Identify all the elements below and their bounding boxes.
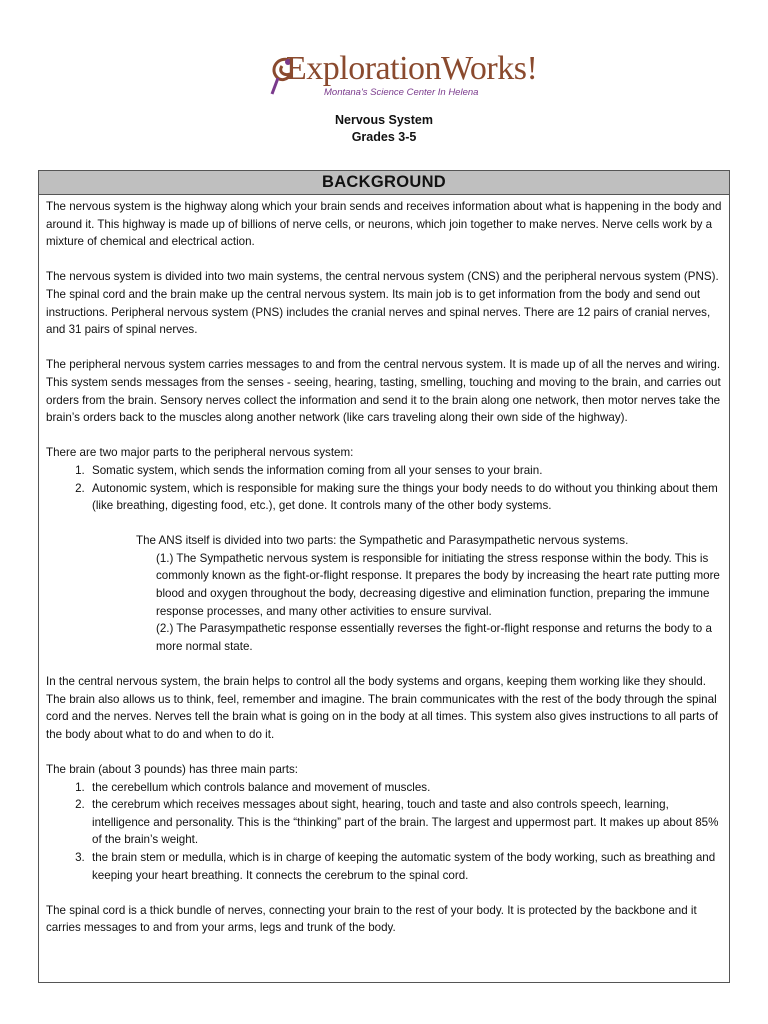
section-content — [39, 195, 729, 937]
list-item: 1. Somatic system, which sends the information coming from all your senses to your brain. — [88, 462, 723, 480]
paragraph-spinal-cord: The spinal cord is a thick bundle of nerves, connecting your brain to the rest of your body. It is protected by the backbone and it carries messages to and from your arms, legs and trunk of the body. — [46, 903, 697, 935]
ans-intro: The ANS itself is divided into two parts: the Sympathetic and Parasympathetic nervous systems. — [136, 534, 629, 548]
background-section — [38, 170, 730, 983]
paragraph-brain-parts-intro: The brain (about 3 pounds) has three main parts: — [46, 763, 298, 776]
pns-parts-list — [46, 462, 723, 515]
brain-parts-list — [46, 779, 723, 885]
paragraph-pns-parts-intro: There are two major parts to the peripheral nervous system: — [46, 446, 354, 460]
list-item: 2. the cerebrum which receives messages about sight, hearing, touch and taste and also controls speech, learning, intelligence and personality. This is the “thinking” part of the brain. The largest and uppermost part. It makes up about 85% of the brain’s weight. — [88, 796, 723, 849]
exploration-works-logo — [268, 50, 538, 100]
paragraph-pns-detail: The peripheral nervous system carries messages to and from the central nervous system. It is made up of all the nerves and wiring. This system sends messages from the senses - seeing, hearing, tasting, smelling, touching and moving to the brain, and carries out orders from the brain. Sensory nerves collect the information and send it to the brain along one network, then motor nerves take the brain’s orders back to the muscles along another network (like cars traveling along their own side of the highway). — [46, 358, 721, 425]
section-heading: BACKGROUND — [39, 171, 729, 195]
list-item: 2. Autonomic system, which is responsible for making sure the things your body needs to do without you thinking about them (like breathing, digesting food, etc.), get done. It controls many of the other body systems. — [88, 480, 723, 515]
logo-wordmark: ExplorationWorks! — [286, 50, 538, 87]
logo-tagline: Montana's Science Center In Helena — [324, 87, 479, 98]
document-title: Nervous System — [335, 113, 433, 127]
list-item: 1. the cerebellum which controls balance and movement of muscles. — [88, 779, 723, 797]
list-item: 3. the brain stem or medulla, which is in charge of keeping the automatic system of the body working, such as breathing and keeping your heart breathing. It connects the cerebrum to the spinal cord. — [88, 849, 723, 884]
paragraph-cns-brain: In the central nervous system, the brain helps to control all the body systems and organs, keeping them working like they should. The brain also allows us to think, feel, remember and imagine. The brain communicates with the rest of the body through the spinal cord and the nerves. Nerves tell the brain what is going on in the body at all times. This system also gives instructions to all parts of the body about what to do and when to do it. — [46, 675, 718, 741]
ans-block — [46, 532, 723, 655]
ans-sympathetic: (1.) The Sympathetic nervous system is responsible for initiating the stress response within the body. This is commonly known as the fight-or-flight response. It prepares the body by increasing the heart rate putting more blood and oxygen throughout the body, decreasing digestive and elimination function, preparing the immune response processes, and many other activities to ensure survival. — [156, 551, 720, 618]
ans-parasympathetic: (2.) The Parasympathetic response essentially reverses the fight-or-flight response and returns the body to a more normal state. — [156, 622, 712, 653]
paragraph-nervous-system-intro: The nervous system is the highway along which your brain sends and receives information about what is happening in the body and around it. This highway is made up of billions of nerve cells, or neurons, which join together to make nerves. Nerve cells work by a mixture of chemical and electrical action. — [46, 200, 722, 249]
document-grades: Grades 3-5 — [351, 130, 417, 144]
paragraph-cns-pns: The nervous system is divided into two main systems, the central nervous system (CNS) and the peripheral nervous system (PNS). The spinal cord and the brain make up the central nervous system. Its main job is to get information from the body and send out instructions. Peripheral nervous system (PNS) includes the cranial nerves and spinal nerves. There are 12 pairs of cranial nerves, and 31 pairs of spinal nerves. — [46, 270, 719, 337]
